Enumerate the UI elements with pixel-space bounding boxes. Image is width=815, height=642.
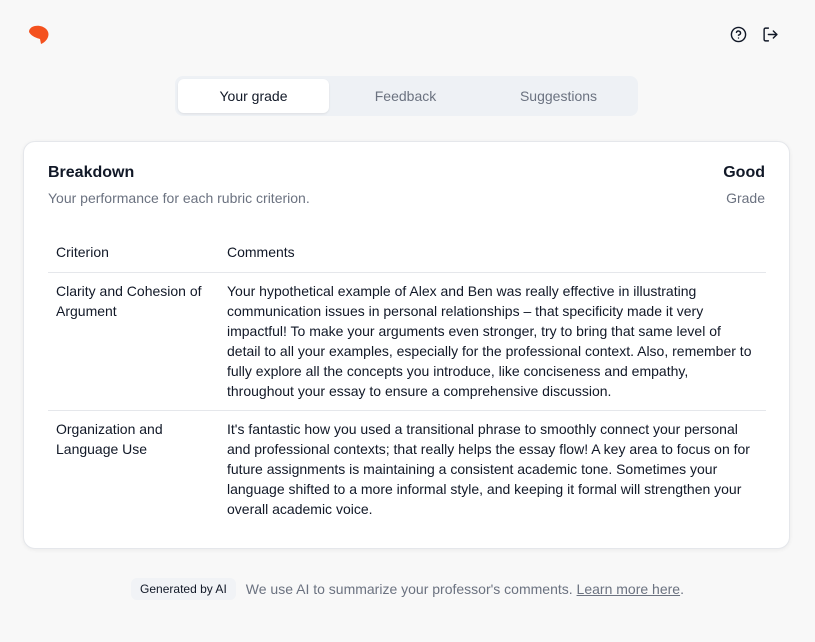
table-header	[48, 232, 766, 273]
brand-logo-icon[interactable]	[26, 24, 50, 46]
view-tabs	[175, 76, 638, 116]
tab-suggestions[interactable]: Suggestions	[519, 88, 598, 104]
breakdown-card	[23, 141, 790, 549]
help-circle-icon[interactable]	[729, 25, 747, 43]
breakdown-title: Breakdown	[48, 164, 135, 181]
table-row	[48, 273, 766, 411]
top-bar	[0, 0, 815, 70]
logout-icon[interactable]	[761, 25, 779, 43]
rubric-table	[48, 232, 766, 528]
criterion-cell: Organization and Language Use	[56, 421, 163, 457]
footer-note	[246, 581, 684, 597]
column-header-comments: Comments	[227, 244, 295, 260]
footer-end: .	[680, 581, 684, 597]
tab-your-grade[interactable]: Your grade	[178, 79, 329, 113]
ai-generated-badge: Generated by AI	[131, 578, 236, 600]
criterion-cell: Clarity and Cohesion of Argument	[56, 283, 202, 319]
table-row	[48, 411, 766, 528]
footer-text: We use AI to summarize your professor's comments.	[245, 581, 573, 597]
footer	[0, 577, 815, 601]
grade-label: Grade	[726, 190, 765, 206]
comment-cell: Your hypothetical example of Alex and Ben was really effective in illustrating communication issues in personal relationships – that specificity made it very impactful! To make your arguments even stronger, try to bring that same level of detail to all your examples, especially for the professional context. Also, remember to fully explore all the concepts you introduce, like conciseness and empathy, throughout your essay to ensure a comprehensive discussion.	[227, 283, 752, 399]
comment-cell: It's fantastic how you used a transitional phrase to smoothly connect your personal and professional contexts; that really helps the essay flow! A key area to focus on for future assignments is maintaining a consistent academic tone. Sometimes your language shifted to a more informal style, and keeping it formal will strengthen your overall academic voice.	[227, 421, 750, 517]
column-header-criterion: Criterion	[56, 244, 109, 260]
tab-feedback[interactable]: Feedback	[374, 88, 437, 104]
learn-more-link[interactable]: Learn more here	[576, 581, 681, 597]
breakdown-subtitle: Your performance for each rubric criterion.	[48, 190, 310, 206]
grade-value: Good	[723, 164, 765, 181]
header-actions	[729, 25, 779, 43]
